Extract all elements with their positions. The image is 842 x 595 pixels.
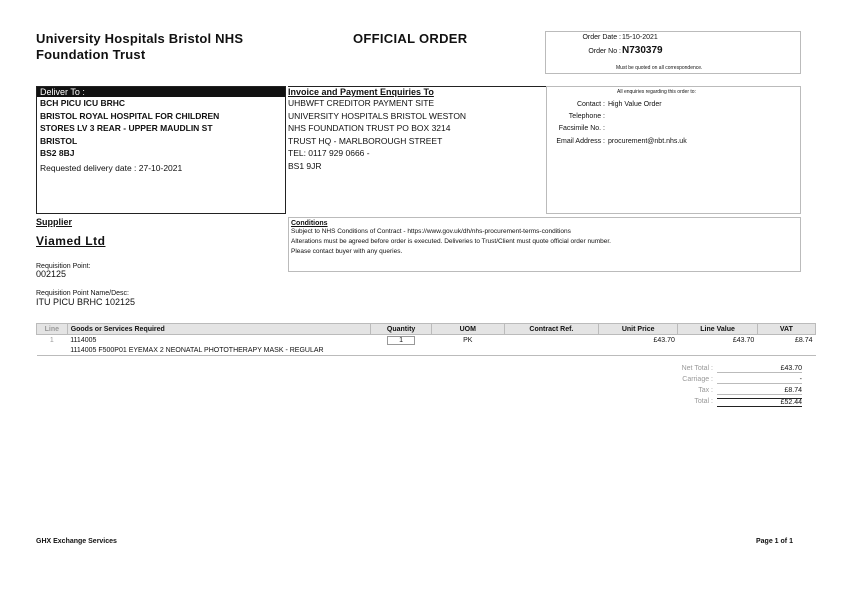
requested-delivery-date: Requested delivery date : 27-10-2021 bbox=[40, 162, 183, 173]
contact-value: High Value Order bbox=[608, 101, 662, 108]
invoice-heading: Invoice and Payment Enquiries To bbox=[288, 87, 434, 97]
supplier-heading: Supplier bbox=[36, 217, 73, 227]
total-value: £52.44 bbox=[717, 398, 802, 407]
order-items-table bbox=[36, 323, 816, 356]
total-row bbox=[645, 398, 805, 409]
order-date-value: 15-10-2021 bbox=[622, 34, 658, 41]
contact-note: All enquiries regarding this order to: bbox=[617, 89, 696, 95]
contact-box bbox=[546, 86, 801, 214]
supplier-name: Viamed Ltd bbox=[36, 234, 106, 248]
organisation-line-1: University Hospitals Bristol NHS bbox=[36, 31, 244, 46]
invoice-line: NHS FOUNDATION TRUST PO BOX 3214 bbox=[288, 123, 451, 133]
carriage-label: Carriage : bbox=[682, 376, 713, 383]
organisation-name bbox=[36, 31, 243, 63]
telephone-label: Telephone : bbox=[568, 113, 605, 120]
conditions-line: Please contact buyer with any queries. bbox=[291, 248, 403, 255]
organisation-line-2: Foundation Trust bbox=[36, 47, 146, 62]
requisition-point-value: 002125 bbox=[36, 269, 67, 279]
contact-label: Contact : bbox=[576, 101, 605, 108]
carriage-value: - bbox=[717, 376, 802, 384]
item-description: 1114005 F500P01 EYEMAX 2 NEONATAL PHOTOTHERAPY MASK - REGULAR bbox=[67, 345, 815, 356]
item-unit-price: £43.70 bbox=[653, 336, 675, 344]
invoice-line: BS1 9JR bbox=[288, 160, 322, 171]
tax-label: Tax : bbox=[698, 387, 713, 394]
table-header-row bbox=[37, 324, 816, 335]
net-total-row bbox=[645, 365, 805, 376]
tax-value: £8.74 bbox=[717, 387, 802, 395]
net-total-value: £43.70 bbox=[717, 365, 802, 373]
line-number: 1 bbox=[49, 336, 54, 344]
conditions-line: Alterations must be agreed before order is executed. Deliveries to Trust/Client must quote official order number. bbox=[291, 238, 611, 245]
deliver-line: STORES LV 3 REAR - UPPER MAUDLIN ST bbox=[40, 123, 213, 133]
facsimile-label: Facsimile No. : bbox=[558, 125, 605, 132]
order-no-label: Order No : bbox=[588, 48, 621, 55]
item-quantity-cell bbox=[371, 335, 431, 346]
col-unit-price: Unit Price bbox=[599, 324, 678, 335]
col-uom: UOM bbox=[431, 324, 504, 335]
col-line-value: Line Value bbox=[678, 324, 757, 335]
conditions-heading: Conditions bbox=[291, 220, 328, 227]
deliver-to-heading: Deliver To : bbox=[37, 87, 285, 97]
order-note: Must be quoted on all correspondence. bbox=[616, 65, 703, 71]
item-code: 1114005 bbox=[70, 336, 97, 344]
deliver-line: BRISTOL bbox=[40, 135, 78, 146]
deliver-line: BS2 8BJ bbox=[40, 148, 75, 158]
item-line-value: £43.70 bbox=[732, 336, 755, 344]
carriage-row bbox=[645, 376, 805, 387]
invoice-line: UNIVERSITY HOSPITALS BRISTOL WESTON bbox=[288, 110, 467, 121]
email-label: Email Address : bbox=[556, 138, 605, 145]
order-date-label: Order Date : bbox=[582, 34, 621, 41]
item-vat: £8.74 bbox=[794, 336, 813, 344]
email-value[interactable]: procurement@nbt.nhs.uk bbox=[608, 138, 687, 145]
net-total-label: Net Total : bbox=[681, 365, 713, 372]
order-no-value: N730379 bbox=[622, 45, 663, 56]
requisition-name-label: Requisition Point Name/Desc: bbox=[36, 290, 129, 297]
col-quantity: Quantity bbox=[371, 324, 431, 335]
invoice-line: TRUST HQ - MARLBOROUGH STREET bbox=[288, 135, 443, 146]
conditions-box bbox=[288, 217, 801, 272]
deliver-line: BCH PICU ICU BRHC bbox=[40, 98, 125, 108]
totals-block bbox=[645, 365, 805, 409]
requisition-name-value: ITU PICU BRHC 102125 bbox=[36, 297, 136, 307]
total-label: Total : bbox=[694, 398, 713, 405]
deliver-line: BRISTOL ROYAL HOSPITAL FOR CHILDREN bbox=[40, 110, 220, 121]
footer-provider: GHX Exchange Services bbox=[36, 538, 117, 545]
order-info-box bbox=[545, 31, 801, 74]
conditions-line: Subject to NHS Conditions of Contract - https://www.gov.uk/dh/nhs-procurement-terms-conditions bbox=[291, 228, 571, 235]
col-line: Line bbox=[37, 324, 68, 335]
tax-row bbox=[645, 387, 805, 398]
invoice-line: TEL: 0117 929 0666 - bbox=[288, 148, 370, 158]
table-row bbox=[37, 335, 816, 346]
requisition-point-label: Requisition Point: bbox=[36, 263, 91, 270]
table-row-description bbox=[37, 345, 816, 356]
col-goods: Goods or Services Required bbox=[67, 324, 371, 335]
deliver-to-box bbox=[36, 86, 286, 214]
item-contract-ref bbox=[504, 335, 598, 346]
invoice-enquiries-box bbox=[288, 86, 546, 214]
invoice-line: UHBWFT CREDITOR PAYMENT SITE bbox=[288, 98, 435, 108]
document-title: OFFICIAL ORDER bbox=[353, 31, 468, 46]
page-number: Page 1 of 1 bbox=[756, 538, 793, 545]
col-vat: VAT bbox=[757, 324, 815, 335]
item-uom: PK bbox=[463, 336, 473, 344]
item-quantity: 1 bbox=[387, 336, 415, 345]
col-contract: Contract Ref. bbox=[504, 324, 598, 335]
